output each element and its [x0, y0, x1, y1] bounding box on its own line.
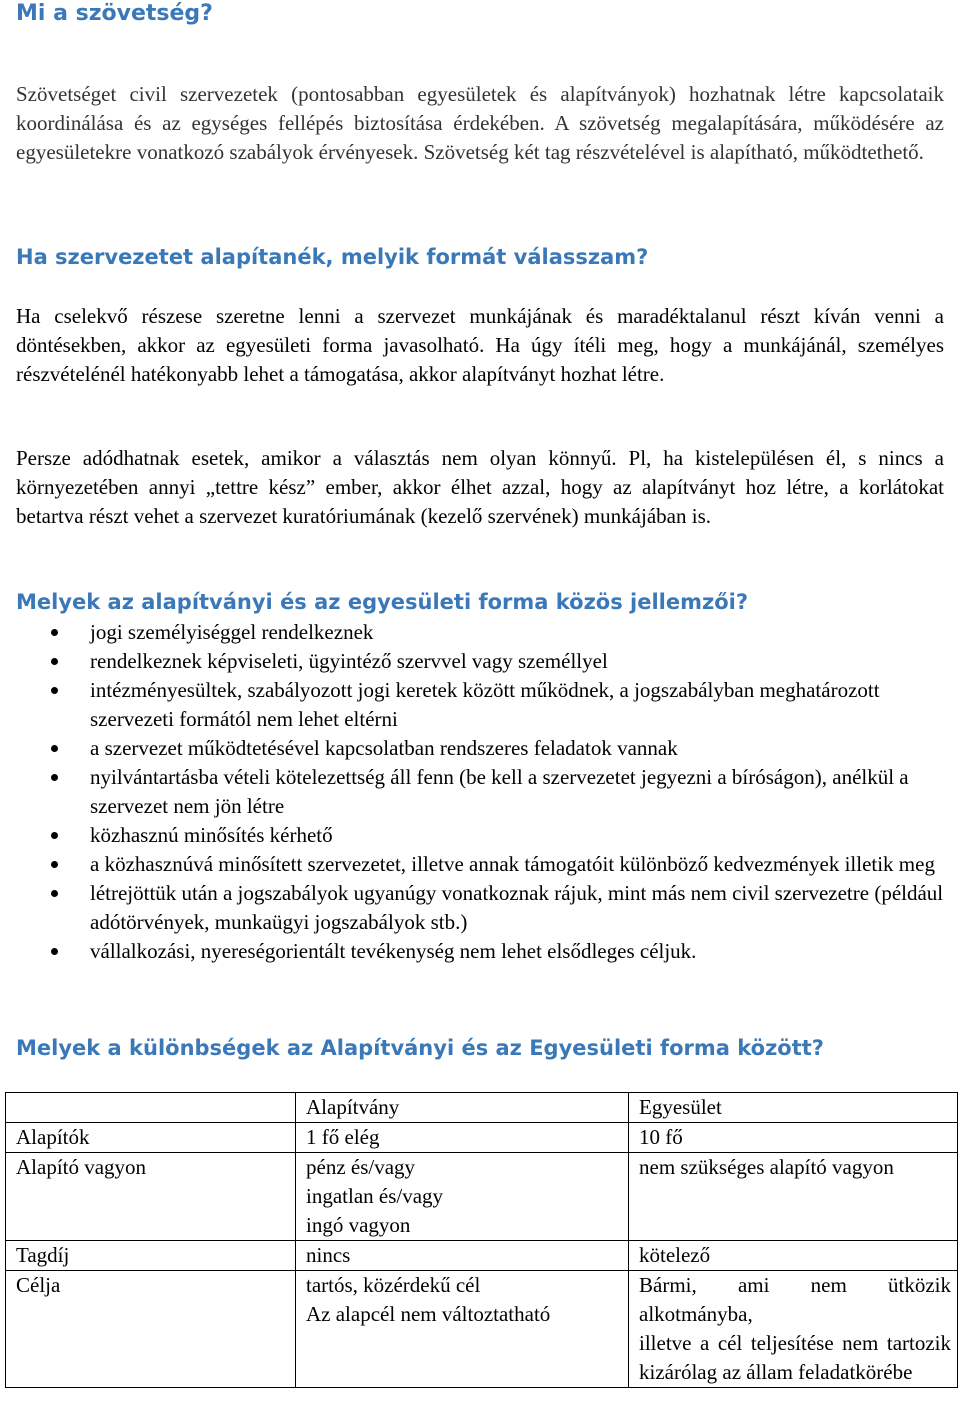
- bullet-icon: [51, 745, 58, 752]
- list-item: vállalkozási, nyereségorientált tevékenység nem lehet elsődleges céljuk.: [16, 937, 944, 966]
- list-item: intézményesültek, szabályozott jogi keretek között működnek, a jogszabályban meghatározott szervezeti formától nem lehet eltérni: [16, 676, 944, 734]
- table-row: [6, 1241, 958, 1271]
- table-header-cell: Egyesület: [629, 1093, 958, 1123]
- list-item: a közhasznúvá minősített szervezetet, illetve annak támogatóit különböző kedvezmények illetik meg: [16, 850, 944, 879]
- heading-common-features: Melyek az alapítványi és az egyesületi forma közös jellemzői?: [16, 590, 749, 614]
- row-label: Tagdíj: [6, 1241, 296, 1271]
- heading-which-form: Ha szervezetet alapítanék, melyik formát válasszam?: [16, 245, 649, 269]
- foundation-cell: tartós, közérdekű cél Az alapcél nem változtatható: [296, 1271, 629, 1388]
- table-row: [6, 1153, 958, 1241]
- table-row: [6, 1271, 958, 1388]
- association-cell: kötelező: [629, 1241, 958, 1271]
- association-cell: Bármi, ami nem ütközik alkotmányba, illetve a cél teljesítése nem tartozik kizárólag az állam feladatkörébe: [629, 1271, 958, 1388]
- bullet-icon: [51, 774, 58, 781]
- bullet-icon: [51, 629, 58, 636]
- list-item: közhasznú minősítés kérhető: [16, 821, 944, 850]
- table-header-cell: [6, 1093, 296, 1123]
- bullet-icon: [51, 832, 58, 839]
- row-label: Alapítók: [6, 1123, 296, 1153]
- foundation-cell: pénz és/vagy ingatlan és/vagy ingó vagyon: [296, 1153, 629, 1241]
- list-item: nyilvántartásba vételi kötelezettség áll fenn (be kell a szervezetet jegyezni a bíróságon), anélkül a szervezet nem jön létre: [16, 763, 944, 821]
- bullet-icon: [51, 861, 58, 868]
- comparison-table: [5, 1092, 958, 1388]
- paragraph-edge-cases: Persze adódhatnak esetek, amikor a választás nem olyan könnyű. Pl, ha kistelepülésen él, s nincs a környezetében annyi „tettre kész” ember, akkor élhet azzal, hogy az alapítványt hoz létre, a korlátokat betartva részt vehet a szervezet kuratóriumának (kezelő szervének) munkájában is.: [16, 446, 944, 528]
- bullet-icon: [51, 948, 58, 955]
- foundation-cell: 1 fő elég: [296, 1123, 629, 1153]
- row-label: Célja: [6, 1271, 296, 1388]
- row-label: Alapító vagyon: [6, 1153, 296, 1241]
- common-features-list: [16, 618, 944, 966]
- table-header-row: [6, 1093, 958, 1123]
- heading-what-is-federation: Mi a szövetség?: [16, 1, 213, 26]
- list-item: rendelkeznek képviseleti, ügyintéző szervvel vagy személlyel: [16, 647, 944, 676]
- table-header-cell: Alapítvány: [296, 1093, 629, 1123]
- foundation-cell: nincs: [296, 1241, 629, 1271]
- heading-differences: Melyek a különbségek az Alapítványi és az Egyesületi forma között?: [16, 1036, 824, 1060]
- list-item: jogi személyiséggel rendelkeznek: [16, 618, 944, 647]
- bullet-icon: [51, 890, 58, 897]
- association-cell: nem szükséges alapító vagyon: [629, 1153, 958, 1241]
- list-item: létrejöttük után a jogszabályok ugyanúgy vonatkoznak rájuk, mint más nem civil szervezetre (például adótörvények, munkaügyi jogszabályok stb.): [16, 879, 944, 937]
- bullet-icon: [51, 658, 58, 665]
- paragraph-form-choice: Ha cselekvő részese szeretne lenni a szervezet munkájának és maradéktalanul részt kíván venni a döntésekben, akkor az egyesületi forma javasolható. Ha úgy ítéli meg, hogy a munkájánál, személyes részvételénél hatékonyabb lehet a támogatása, akkor alapítványt hozhat létre.: [16, 304, 944, 386]
- table-row: [6, 1123, 958, 1153]
- bullet-icon: [51, 687, 58, 694]
- paragraph-federation: Szövetséget civil szervezetek (pontosabban egyesületek és alapítványok) hozhatnak létre kapcsolataik koordinálása és az egységes fellépés biztosítása érdekében. A szövetség megalapítására, működésére az egyesületekre vonatkozó szabályok érvényesek. Szövetség két tag részvételével is alapítható, működtethető.: [16, 82, 944, 164]
- association-cell: 10 fő: [629, 1123, 958, 1153]
- list-item: a szervezet működtetésével kapcsolatban rendszeres feladatok vannak: [16, 734, 944, 763]
